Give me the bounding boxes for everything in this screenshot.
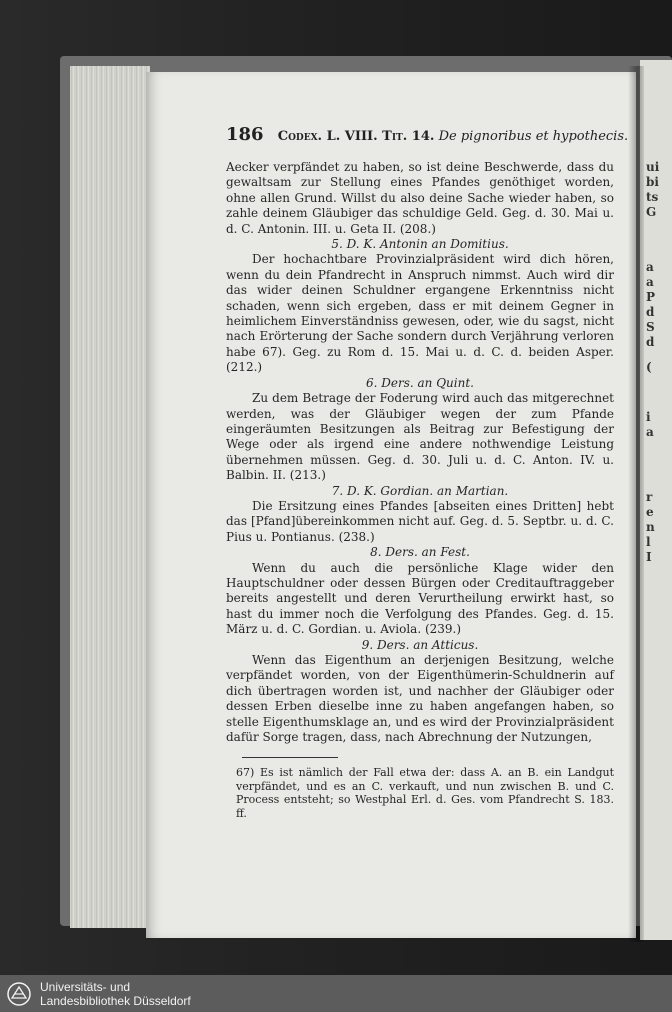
- facing-page-fragment: bi: [646, 175, 659, 189]
- facing-page-fragment: d: [646, 305, 655, 319]
- paragraph: Zu dem Betrage der Foderung wird auch das mitgerechnet werden, was der Gläubiger wegen der zum Pfande eingeräumten Besitzungen als Beitrag zur Befestigung der Wege oder als irgend eine andere nothwendige Leistung übernehmen müssen. Geg. d. 30. Juli u. d. C. Anton. IV. u. Balbin. II. (213.): [226, 391, 614, 483]
- page-number: 186: [226, 124, 264, 145]
- gutter-shadow: [628, 66, 644, 942]
- footnote: 67) Es ist nämlich der Fall etwa der: dass A. an B. ein Landgut verpfändet, und es an C. verkauft, und nun zwischen B. und C. Process entsteht; so Westphal Erl. d. Ges. vom Pfandrecht S. 183. ff.: [236, 766, 614, 820]
- facing-page-fragment: (: [646, 360, 652, 374]
- page-text: [226, 160, 614, 820]
- facing-page-fragment: l: [646, 535, 651, 549]
- library-logo-icon: [6, 981, 32, 1007]
- facing-page-fragment: n: [646, 520, 655, 534]
- facing-page-fragment: P: [646, 290, 656, 304]
- library-name: [40, 980, 191, 1008]
- paragraph: Wenn du auch die persönliche Klage wider den Hauptschuldner oder dessen Bürgen oder Creditauftraggeber bereits angestellt und deren Verurtheilung erwirkt hast, so hast du immer noch die Verfolgung des Pfandes. Geg. d. 15. März u. d. C. Gordian. u. Aviola. (239.): [226, 560, 614, 637]
- section-heading: 6. Ders. an Quint.: [366, 375, 474, 390]
- facing-page-edge: [640, 60, 672, 940]
- section-heading: 8. Ders. an Fest.: [370, 545, 470, 560]
- facing-page-fragment: i: [646, 410, 651, 424]
- facing-page-fragment: d: [646, 335, 655, 349]
- facing-page-fragment: a: [646, 275, 654, 289]
- paragraph: Wenn das Eigenthum an derjenigen Besitzung, welche verpfändet worden, von der Eigenthümerin-Schuldnerin auf dich übertragen worden ist, und nachher der Gläubiger oder dessen Erben dieselbe inne zu haben angefangen haben, so stelle Eigenthumsklage an, und es wird der Provinzialpräsident dafür Sorge tragen, dass, nach Abrechnung der Nutzungen,: [226, 653, 614, 745]
- paragraph: Aecker verpfändet zu haben, so ist deine Beschwerde, dass du gewaltsam zur Stellung eines Pfandes genöthiget worden, ohne allen Grund. Willst du also deine Sache wieder haben, so zahle deinem Gläubiger das schuldige Geld. Geg. d. 30. Mai u. d. C. Antonin. III. u. Geta II. (208.): [226, 160, 614, 236]
- facing-page-fragment: r: [646, 490, 653, 504]
- facing-page-fragment: I: [646, 550, 652, 564]
- paragraph: Die Ersitzung eines Pfandes [abseiten eines Dritten] hebt das [Pfand]übereinkommen nicht auf. Geg. d. 5. Septbr. u. d. C. Pius u. Pontianus. (238.): [226, 498, 614, 544]
- facing-page-fragment: ui: [646, 160, 660, 174]
- page-edges: [70, 66, 150, 928]
- facing-page-fragment: G: [646, 205, 657, 219]
- library-name-line2: Landesbibliothek Düsseldorf: [40, 994, 191, 1008]
- facing-page-fragment: ts: [646, 190, 659, 204]
- facing-page-fragment: S: [646, 320, 655, 334]
- section-heading: 7. D. K. Gordian. an Martian.: [331, 483, 509, 498]
- section-heading: 9. Ders. an Atticus.: [361, 637, 479, 652]
- page-header: [226, 124, 629, 146]
- paragraph: Der hochachtbare Provinzialpräsident wird dich hören, wenn du dein Pfandrecht in Anspruch nimmst. Auch wird dir das wider deinen Schuldner ergangene Erkenntniss nicht schaden, wenn sich ergeben, dass er mit deinem Gegner in heimlichem Einverständniss gewesen, oder, wie du sagst, nicht nach Erörterung der Sache sondern durch Verjährung verloren habe 67). Geg. zu Rom d. 15. Mai u. d. C. d. beiden Asper. (212.): [226, 252, 614, 375]
- facing-page-fragment: a: [646, 260, 654, 274]
- facing-page-fragment: a: [646, 425, 654, 439]
- section-heading: 5. D. K. Antonin an Domitius.: [331, 237, 509, 252]
- codex-label: Codex. L. VIII. Tit. 14.: [277, 129, 435, 144]
- page-title: De pignoribus et hypothecis.: [438, 129, 629, 144]
- footnote-divider: [242, 757, 338, 758]
- library-name-line1: Universitäts- und: [40, 980, 131, 994]
- facing-page-fragment: e: [646, 505, 654, 519]
